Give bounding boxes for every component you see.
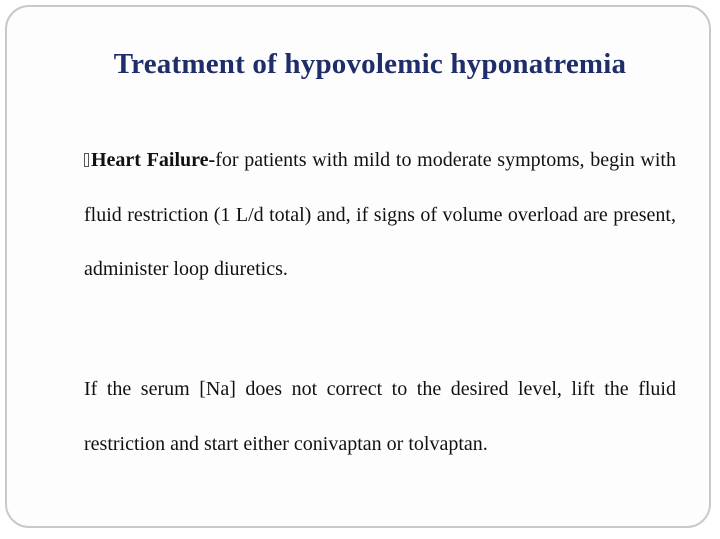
bullet-box-icon — [84, 153, 89, 167]
bullet-paragraph — [84, 133, 676, 297]
bullet-term: Heart Failure- — [91, 149, 216, 171]
second-paragraph: If the serum [Na] does not correct to the desired level, lift the fluid restriction and start either conivaptan or tolvaptan. — [84, 378, 676, 455]
slide-title: Treatment of hypovolemic hyponatremia — [113, 48, 627, 80]
bullet-text: for patients with mild to moderate symptoms, begin with fluid restriction (1 L/d total) and, if signs of volume overload are present, administer loop diuretics. — [84, 149, 676, 280]
